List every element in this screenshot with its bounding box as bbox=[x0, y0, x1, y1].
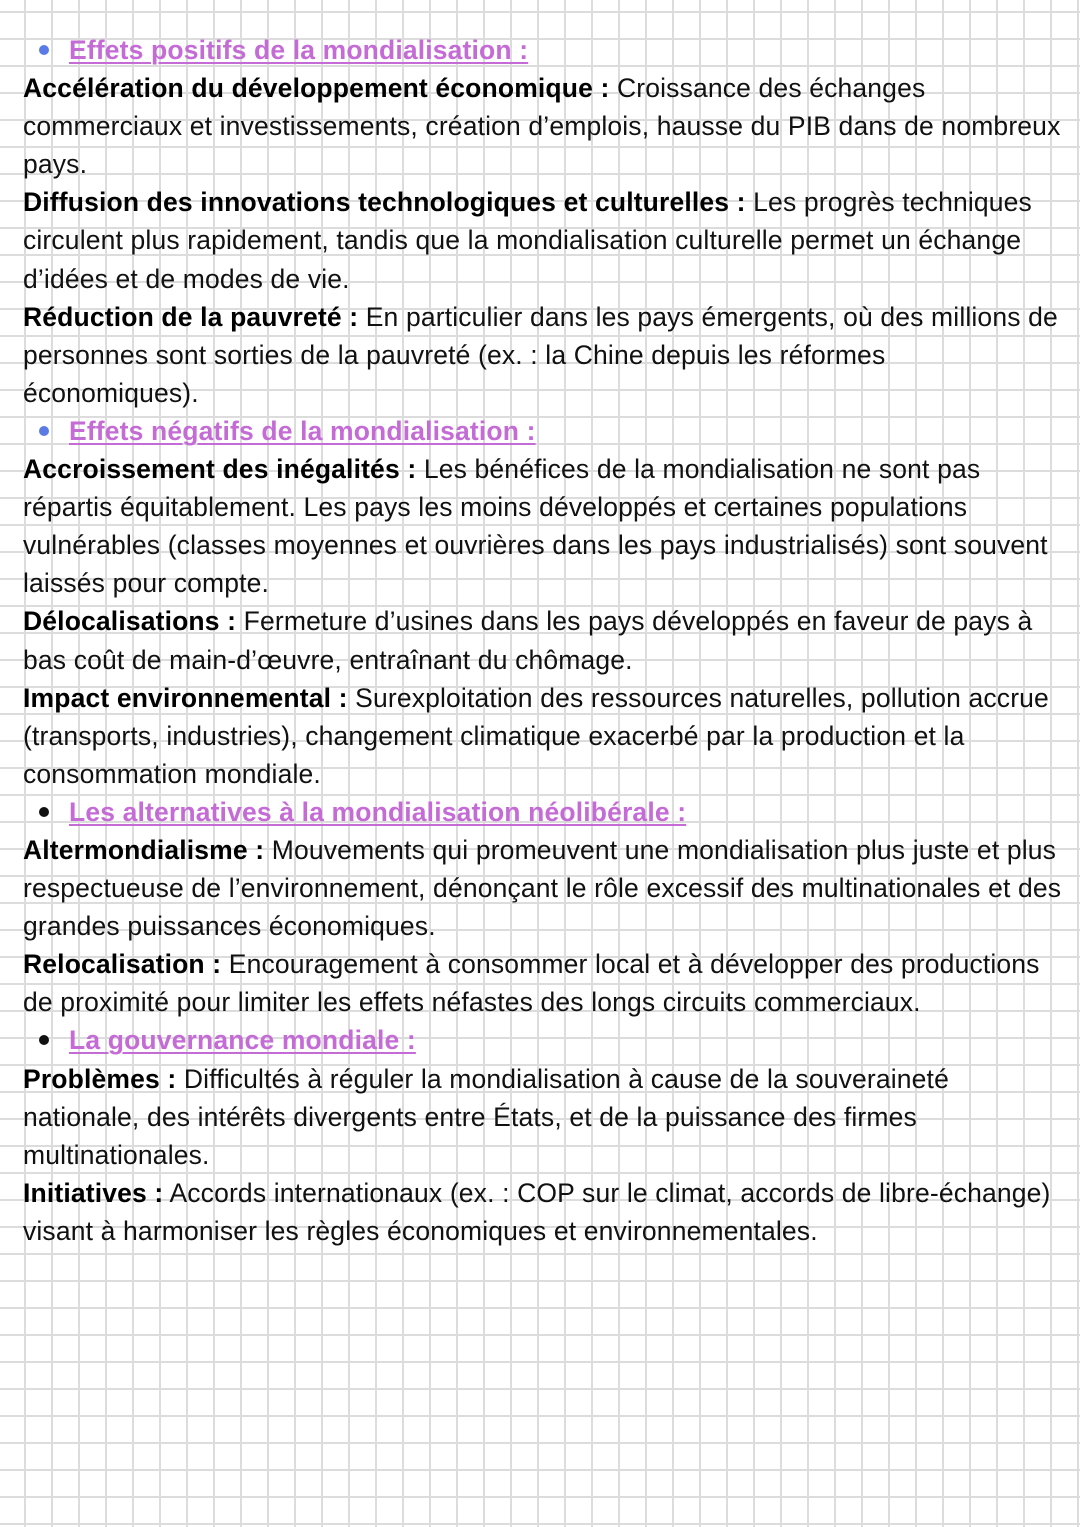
paragraph bbox=[23, 183, 1063, 297]
paragraph-label: Accélération du développement économique : bbox=[23, 73, 610, 104]
section-title: Les alternatives à la mondialisation néolibérale : bbox=[69, 796, 687, 827]
paragraph bbox=[23, 602, 1063, 678]
section bbox=[23, 793, 1063, 1022]
bullet-icon bbox=[39, 807, 49, 817]
paragraph bbox=[23, 831, 1063, 945]
bullet-icon bbox=[39, 1035, 49, 1045]
section-title: Effets négatifs de la mondialisation : bbox=[69, 415, 536, 446]
bullet-icon bbox=[39, 45, 49, 55]
paragraph-text: Encouragement à consommer local et à développer des productions de proximité pour limiter les effets néfastes des longs circuits commerciaux. bbox=[23, 949, 1040, 1018]
paragraph-text: Accords internationaux (ex. : COP sur le climat, accords de libre-échange) visant à harmoniser les règles économiques et environnementales. bbox=[23, 1177, 1051, 1246]
section bbox=[23, 412, 1063, 793]
paragraph-label: Altermondialisme : bbox=[23, 834, 265, 865]
paragraph bbox=[23, 679, 1063, 793]
paragraph bbox=[23, 1174, 1063, 1250]
section-title: La gouvernance mondiale : bbox=[69, 1025, 416, 1056]
notes-document bbox=[23, 31, 1063, 1250]
paragraph-text: Les progrès techniques circulent plus rapidement, tandis que la mondialisation culturelle permet un échange d’idées et de modes de vie. bbox=[23, 187, 1032, 294]
section-heading bbox=[23, 31, 1063, 69]
paragraph-label: Problèmes : bbox=[23, 1063, 177, 1094]
paragraph-text: Fermeture d’usines dans les pays développés en faveur de pays à bas coût de main-d’œuvre, entraînant du chômage. bbox=[23, 606, 1033, 675]
section-heading bbox=[23, 793, 1063, 831]
section bbox=[23, 31, 1063, 412]
paragraph bbox=[23, 69, 1063, 183]
paragraph-label: Délocalisations : bbox=[23, 606, 237, 637]
paragraph-label: Relocalisation : bbox=[23, 949, 222, 980]
paragraph-text: En particulier dans les pays émergents, où des millions de personnes sont sorties de la pauvreté (ex. : la Chine depuis les réformes économiques). bbox=[23, 301, 1058, 408]
section-title: Effets positifs de la mondialisation : bbox=[69, 35, 529, 65]
paragraph-text: Les bénéfices de la mondialisation ne sont pas répartis équitablement. Les pays les moins développés et certaines populations vulnérables (classes moyennes et ouvrières dans les pays industrialisés) sont souvent laissés pour compte. bbox=[23, 454, 1048, 599]
section-heading bbox=[23, 1021, 1063, 1059]
paragraph-label: Initiatives : bbox=[23, 1177, 164, 1208]
bullet-icon bbox=[39, 426, 49, 436]
paragraph bbox=[23, 1060, 1063, 1174]
paragraph-label: Impact environnemental : bbox=[23, 682, 348, 713]
paragraph-text: Mouvements qui promeuvent une mondialisation plus juste et plus respectueuse de l’environnement, dénonçant le rôle excessif des multinationales et des grandes puissances économiques. bbox=[23, 834, 1062, 942]
paragraph bbox=[23, 298, 1063, 412]
paragraph-label: Accroissement des inégalités : bbox=[23, 454, 417, 485]
paragraph-text: Difficultés à réguler la mondialisation à cause de la souveraineté nationale, des intérêts divergents entre États, et de la puissance des firmes multinationales. bbox=[23, 1063, 949, 1170]
paragraph-label: Diffusion des innovations technologiques et culturelles : bbox=[23, 187, 746, 218]
paragraph-label: Réduction de la pauvreté : bbox=[23, 301, 359, 332]
section bbox=[23, 1021, 1063, 1250]
paragraph bbox=[23, 945, 1063, 1021]
section-heading bbox=[23, 412, 1063, 450]
paragraph-text: Surexploitation des ressources naturelles, pollution accrue (transports, industries), changement climatique exacerbé par la production et la consommation mondiale. bbox=[23, 682, 1049, 789]
paragraph bbox=[23, 450, 1063, 602]
paragraph-text: Croissance des échanges commerciaux et investissements, création d’emplois, hausse du PIB dans de nombreux pays. bbox=[23, 73, 1061, 180]
